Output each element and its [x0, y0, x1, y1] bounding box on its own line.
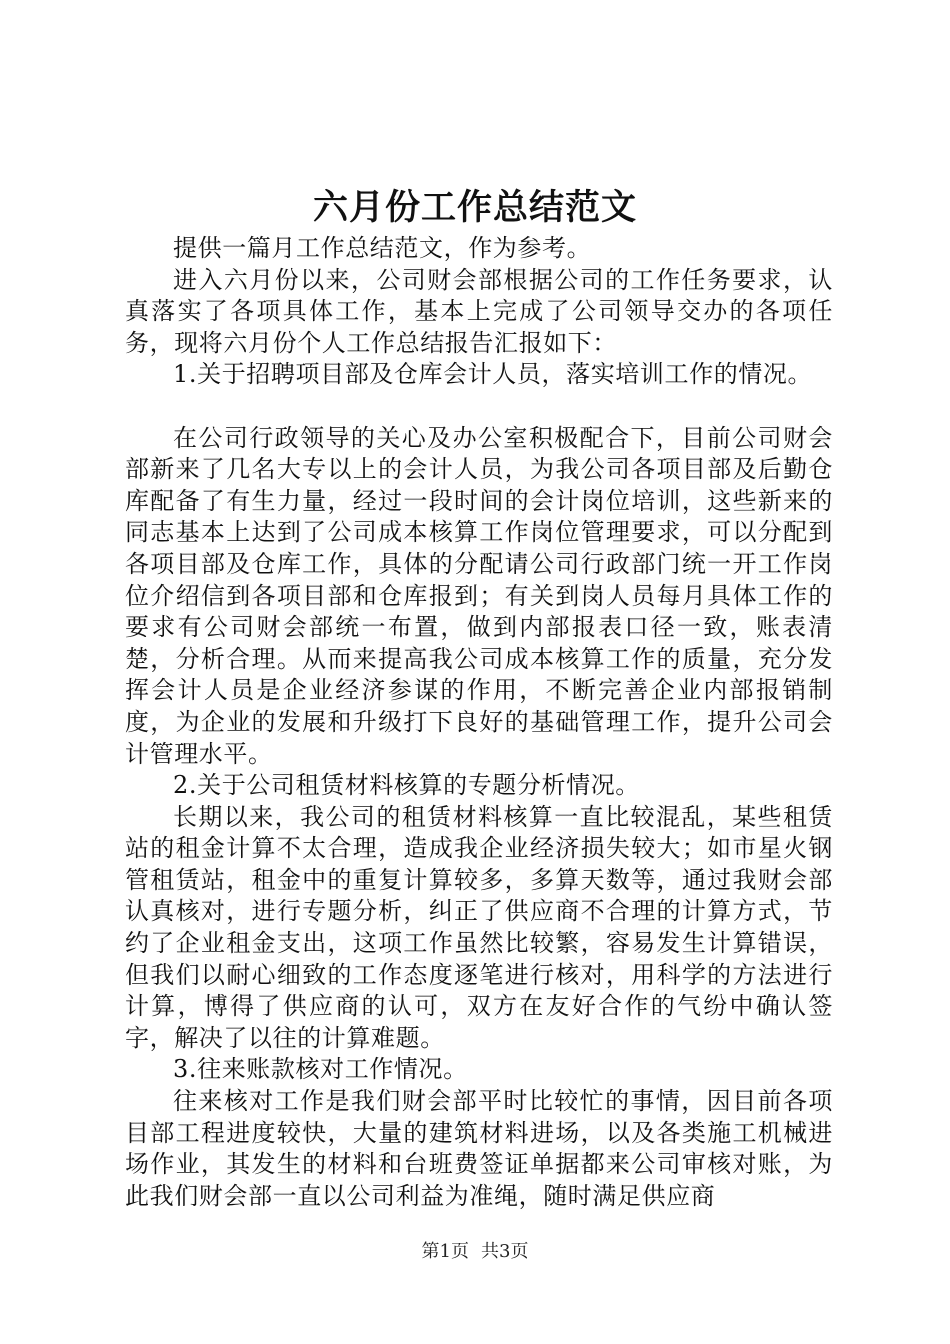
section-body-1: 在公司行政领导的关心及办公室积极配合下，目前公司财会部新来了几名大专以上的会计人员，为我公司各项目部及后勤仓库配备了有生力量，经过一段时间的会计岗位培训，这些新来的同志基本上达到了公司成本核算工作岗位管理要求，可以分配到各项目部及仓库工作，具体的分配请公司行政部门统一开工作岗位介绍信到各项目部和仓库报到；有关到岗人员每月具体工作的要求有公司财会部统一布置，做到内部报表口径一致，账表清楚，分析合理。从而来提高我公司成本核算工作的质量，充分发挥会计人员是企业经济参谋的作用，不断完善企业内部报销制度，为企业的发展和升级打下良好的基础管理工作，提升公司会计管理水平。 — [125, 423, 833, 768]
section-body-2: 长期以来，我公司的租赁材料核算一直比较混乱，某些租赁站的租金计算不太合理，造成我企业经济损失较大；如市星火钢管租赁站，租金中的重复计算较多，多算天数等，通过我财会部认真核对，进行专题分析，纠正了供应商不合理的计算方式，节约了企业租金支出，这项工作虽然比较繁，容易发生计算错误，但我们以耐心细致的工作态度逐笔进行核对，用科学的方法进行计算，博得了供应商的认可，双方在友好合作的气纷中确认签字，解决了以往的计算难题。 — [125, 802, 833, 1052]
opening-paragraph: 进入六月份以来，公司财会部根据公司的工作任务要求，认真落实了各项具体工作，基本上完成了公司领导交办的各项任务，现将六月份个人工作总结报告汇报如下： — [125, 265, 833, 357]
document-title: 六月份工作总结范文 — [312, 187, 637, 228]
page-number: 第1页 — [421, 1241, 469, 1262]
section-heading-2: 2.关于公司租赁材料核算的专题分析情况。 — [173, 771, 640, 800]
page-total: 共3页 — [481, 1241, 529, 1262]
section-heading-1: 1.关于招聘项目部及仓库会计人员，落实培训工作的情况。 — [173, 360, 813, 389]
page-footer — [0, 1240, 950, 1264]
document-body — [125, 233, 833, 1212]
section-body-3: 往来核对工作是我们财会部平时比较忙的事情，因目前各项目部工程进度较快，大量的建筑材料进场，以及各类施工机械进场作业，其发生的材料和台班费签证单据都来公司审核对账，为此我们财会部一直以公司利益为准绳，随时满足供应商 — [125, 1087, 833, 1210]
intro-paragraph: 提供一篇月工作总结范文，作为参考。 — [173, 234, 592, 262]
section-heading-3: 3.往来账款核对工作情况。 — [173, 1055, 468, 1084]
